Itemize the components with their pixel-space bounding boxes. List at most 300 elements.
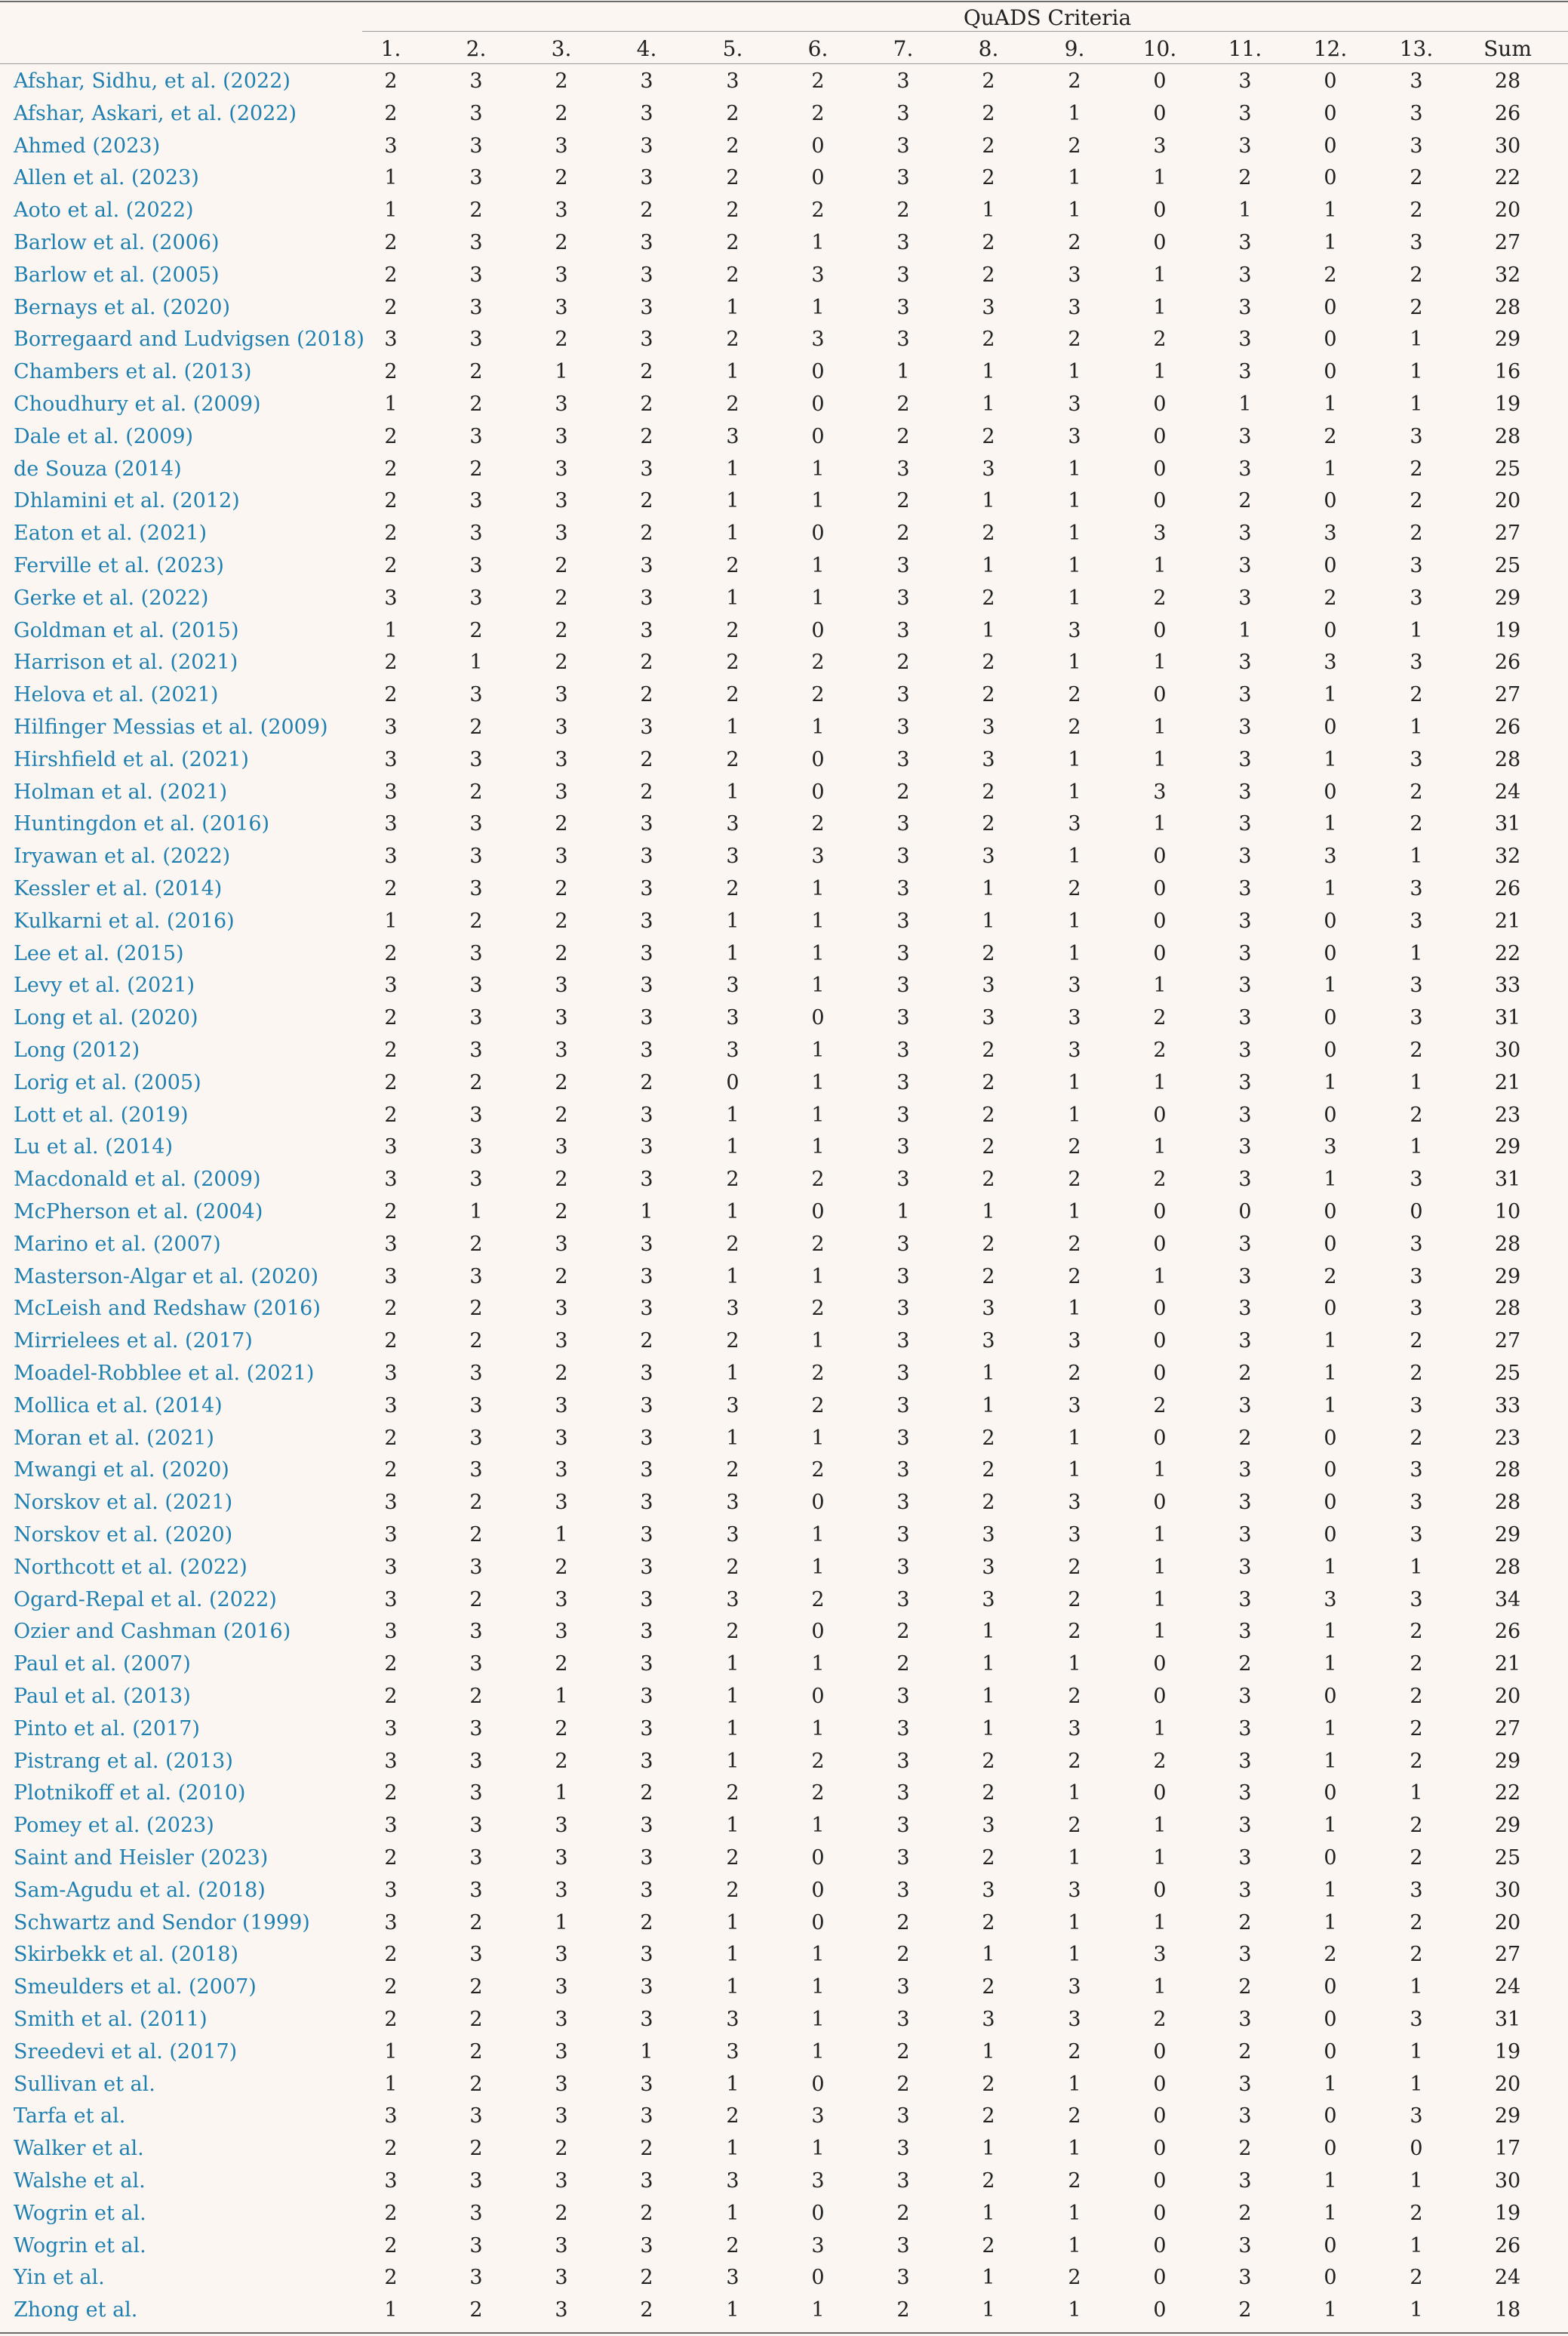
criterion-score-cell: 2 xyxy=(469,199,483,223)
study-link[interactable]: Goldman et al. (2015) xyxy=(14,618,239,642)
criterion-score-cell: 3 xyxy=(1238,1070,1252,1094)
criterion-score-cell: 2 xyxy=(1238,2137,1252,2161)
criterion-score-cell: 1 xyxy=(726,716,739,739)
criterion-score-cell: 3 xyxy=(469,1846,483,1870)
criterion-score-cell: 2 xyxy=(982,1846,995,1870)
study-link[interactable]: Walshe et al. xyxy=(14,2169,146,2193)
criterion-score-cell: 1 xyxy=(811,877,825,900)
study-link[interactable]: Smeulders et al. (2007) xyxy=(14,1975,257,1999)
study-link[interactable]: Lu et al. (2014) xyxy=(14,1135,173,1159)
study-link[interactable]: Afshar, Askari, et al. (2022) xyxy=(14,101,297,125)
study-link[interactable]: Ogard-Repal et al. (2022) xyxy=(14,1587,277,1611)
criterion-score-cell: 2 xyxy=(555,1070,568,1094)
criterion-score-cell: 0 xyxy=(1410,1200,1423,1223)
criterion-score-cell: 3 xyxy=(555,1232,568,1256)
criterion-score-cell: 1 xyxy=(1238,199,1252,223)
criterion-score-cell: 3 xyxy=(1068,618,1081,642)
study-link[interactable]: Sam-Agudu et al. (2018) xyxy=(14,1878,266,1902)
criterion-score-cell: 3 xyxy=(1238,2233,1252,2258)
criterion-score-cell: 2 xyxy=(384,263,398,287)
criterion-score-cell: 1 xyxy=(1068,1846,1081,1870)
criterion-score-cell: 3 xyxy=(896,618,910,642)
criterion-score-cell: 2 xyxy=(1410,1103,1423,1127)
column-header-8: 8. xyxy=(978,36,999,61)
criterion-score-cell: 3 xyxy=(469,2201,483,2225)
criterion-score-cell: 3 xyxy=(1238,360,1252,384)
criterion-score-cell: 3 xyxy=(1068,392,1081,416)
study-link[interactable]: Holman et al. (2021) xyxy=(14,780,228,804)
criterion-score-cell: 3 xyxy=(982,1006,995,1030)
criterion-score-cell: 2 xyxy=(640,489,653,513)
sum-cell: 30 xyxy=(1494,134,1521,158)
criterion-score-cell: 2 xyxy=(1068,69,1081,93)
sum-cell: 29 xyxy=(1494,586,1521,610)
study-link[interactable]: Barlow et al. (2006) xyxy=(14,231,220,254)
sum-cell: 19 xyxy=(1494,618,1521,642)
criterion-score-cell: 3 xyxy=(896,2233,910,2258)
criterion-score-cell: 3 xyxy=(726,1587,739,1611)
criterion-score-cell: 1 xyxy=(384,2298,398,2322)
criterion-score-cell: 1 xyxy=(1324,683,1337,707)
study-link[interactable]: Mollica et al. (2014) xyxy=(14,1393,223,1417)
study-link[interactable]: Moran et al. (2021) xyxy=(14,1426,214,1450)
criterion-score-cell: 1 xyxy=(726,1362,739,1385)
sum-cell: 18 xyxy=(1494,2298,1521,2322)
study-link[interactable]: Levy et al. (2021) xyxy=(14,974,195,998)
criterion-score-cell: 1 xyxy=(1068,2201,1081,2225)
study-link[interactable]: Wogrin et al. xyxy=(14,2233,146,2258)
criterion-score-cell: 0 xyxy=(1324,166,1337,190)
study-link[interactable]: Tarfa et al. xyxy=(14,2104,126,2128)
criterion-score-cell: 0 xyxy=(1153,1329,1167,1353)
criterion-score-cell: 1 xyxy=(1068,199,1081,223)
table-row xyxy=(0,1714,1568,1744)
criterion-score-cell: 3 xyxy=(384,716,398,739)
sum-cell: 27 xyxy=(1494,522,1521,546)
criterion-score-cell: 3 xyxy=(896,1781,910,1805)
criterion-score-cell: 3 xyxy=(1238,877,1252,900)
sum-cell: 33 xyxy=(1494,1393,1521,1417)
criterion-score-cell: 2 xyxy=(1238,1426,1252,1450)
criterion-score-cell: 3 xyxy=(555,1135,568,1159)
study-link[interactable]: Norskov et al. (2021) xyxy=(14,1491,233,1515)
criterion-score-cell: 3 xyxy=(1410,1297,1423,1321)
criterion-score-cell: 3 xyxy=(555,457,568,481)
criterion-score-cell: 0 xyxy=(1153,1685,1167,1708)
study-link[interactable]: Zhong et al. xyxy=(14,2298,138,2322)
study-link[interactable]: Saint and Heisler (2023) xyxy=(14,1846,269,1870)
criterion-score-cell: 2 xyxy=(726,877,739,900)
criterion-score-cell: 1 xyxy=(1410,1135,1423,1159)
study-link[interactable]: Long et al. (2020) xyxy=(14,1006,198,1030)
study-link[interactable]: Huntingdon et al. (2016) xyxy=(14,812,270,836)
criterion-score-cell: 3 xyxy=(1238,134,1252,158)
criterion-score-cell: 3 xyxy=(1410,586,1423,610)
criterion-score-cell: 3 xyxy=(555,683,568,707)
study-link[interactable]: Barlow et al. (2005) xyxy=(14,263,220,287)
criterion-score-cell: 1 xyxy=(1324,1555,1337,1579)
criterion-score-cell: 2 xyxy=(1324,424,1337,448)
criterion-score-cell: 1 xyxy=(1324,877,1337,900)
criterion-score-cell: 1 xyxy=(726,1103,739,1127)
criterion-score-cell: 1 xyxy=(1068,747,1081,771)
criterion-score-cell: 2 xyxy=(726,1878,739,1902)
criterion-score-cell: 2 xyxy=(982,1232,995,1256)
criterion-score-cell: 3 xyxy=(469,2266,483,2290)
sum-cell: 22 xyxy=(1494,166,1521,190)
table-row xyxy=(0,583,1568,614)
criterion-score-cell: 3 xyxy=(1238,1458,1252,1482)
study-link[interactable]: Lorig et al. (2005) xyxy=(14,1070,201,1094)
criterion-score-cell: 3 xyxy=(640,1168,653,1192)
study-link[interactable]: Gerke et al. (2022) xyxy=(14,586,209,610)
criterion-score-cell: 0 xyxy=(1324,716,1337,739)
sum-cell: 24 xyxy=(1494,780,1521,804)
criterion-score-cell: 0 xyxy=(1153,489,1167,513)
criterion-score-cell: 3 xyxy=(555,522,568,546)
criterion-score-cell: 2 xyxy=(811,1458,825,1482)
criterion-score-cell: 2 xyxy=(555,1264,568,1288)
criterion-score-cell: 0 xyxy=(1153,424,1167,448)
criterion-score-cell: 3 xyxy=(640,1878,653,1902)
criterion-score-cell: 2 xyxy=(469,1685,483,1708)
criterion-score-cell: 1 xyxy=(811,1975,825,1999)
criterion-score-cell: 3 xyxy=(555,974,568,998)
criterion-score-cell: 0 xyxy=(1324,2266,1337,2290)
criterion-score-cell: 2 xyxy=(640,1070,653,1094)
criterion-score-cell: 0 xyxy=(1153,2104,1167,2128)
criterion-score-cell: 2 xyxy=(1410,1814,1423,1838)
criterion-score-cell: 2 xyxy=(555,1103,568,1127)
study-link[interactable]: Kessler et al. (2014) xyxy=(14,877,223,900)
criterion-score-cell: 1 xyxy=(469,651,483,675)
criterion-score-cell: 2 xyxy=(1410,199,1423,223)
criterion-score-cell: 1 xyxy=(726,295,739,319)
study-link[interactable]: Ahmed (2023) xyxy=(14,134,161,158)
criterion-score-cell: 3 xyxy=(469,554,483,577)
criterion-score-cell: 2 xyxy=(469,1070,483,1094)
criterion-score-cell: 3 xyxy=(555,1039,568,1062)
criterion-score-cell: 3 xyxy=(555,489,568,513)
criterion-score-cell: 1 xyxy=(811,941,825,965)
criterion-score-cell: 3 xyxy=(1238,1555,1252,1579)
criterion-score-cell: 3 xyxy=(1238,1878,1252,1902)
criterion-score-cell: 3 xyxy=(469,263,483,287)
criterion-score-cell: 2 xyxy=(1410,1910,1423,1934)
criterion-score-cell: 3 xyxy=(640,134,653,158)
criterion-score-cell: 2 xyxy=(726,618,739,642)
criterion-score-cell: 1 xyxy=(1410,2039,1423,2064)
criterion-score-cell: 1 xyxy=(1410,360,1423,384)
criterion-score-cell: 3 xyxy=(469,69,483,93)
sum-cell: 19 xyxy=(1494,2201,1521,2225)
criterion-score-cell: 3 xyxy=(1238,1393,1252,1417)
criterion-score-cell: 3 xyxy=(896,554,910,577)
criterion-score-cell: 1 xyxy=(1324,812,1337,836)
criterion-score-cell: 1 xyxy=(811,974,825,998)
criterion-score-cell: 2 xyxy=(1068,328,1081,352)
study-link[interactable]: Eaton et al. (2021) xyxy=(14,522,207,546)
criterion-score-cell: 2 xyxy=(982,1910,995,1934)
criterion-score-cell: 3 xyxy=(555,1814,568,1838)
criterion-score-cell: 0 xyxy=(1153,1652,1167,1676)
criterion-score-cell: 2 xyxy=(555,166,568,190)
criterion-score-cell: 3 xyxy=(896,845,910,869)
criterion-score-cell: 3 xyxy=(469,1943,483,1967)
criterion-score-cell: 3 xyxy=(640,328,653,352)
study-link[interactable]: Marino et al. (2007) xyxy=(14,1232,221,1256)
study-link[interactable]: Northcott et al. (2022) xyxy=(14,1555,247,1579)
criterion-score-cell: 3 xyxy=(982,845,995,869)
criterion-score-cell: 1 xyxy=(1068,1070,1081,1094)
criterion-score-cell: 3 xyxy=(384,1587,398,1611)
criterion-score-cell: 3 xyxy=(384,1555,398,1579)
criterion-score-cell: 3 xyxy=(640,166,653,190)
study-link[interactable]: Schwartz and Sendor (1999) xyxy=(14,1910,310,1934)
criterion-score-cell: 2 xyxy=(1324,1943,1337,1967)
criterion-score-cell: 3 xyxy=(555,1878,568,1902)
column-header-1: 1. xyxy=(380,36,401,61)
criterion-score-cell: 3 xyxy=(1238,263,1252,287)
criterion-score-cell: 3 xyxy=(640,2169,653,2193)
criterion-score-cell: 1 xyxy=(811,1039,825,1062)
study-link[interactable]: Moadel-Robblee et al. (2021) xyxy=(14,1362,315,1385)
study-link[interactable]: Lee et al. (2015) xyxy=(14,941,184,965)
criterion-score-cell: 0 xyxy=(811,522,825,546)
study-link[interactable]: Mwangi et al. (2020) xyxy=(14,1458,229,1482)
criterion-score-cell: 0 xyxy=(811,1006,825,1030)
study-link[interactable]: de Souza (2014) xyxy=(14,457,182,481)
criterion-score-cell: 2 xyxy=(640,683,653,707)
criterion-score-cell: 1 xyxy=(811,1555,825,1579)
criterion-score-cell: 2 xyxy=(896,2072,910,2096)
study-link[interactable]: Hirshfield et al. (2021) xyxy=(14,747,249,771)
study-link[interactable]: Mirrielees et al. (2017) xyxy=(14,1329,253,1353)
study-link[interactable]: Kulkarni et al. (2016) xyxy=(14,909,235,933)
criterion-score-cell: 2 xyxy=(640,522,653,546)
criterion-score-cell: 3 xyxy=(555,2039,568,2064)
study-link[interactable]: Pinto et al. (2017) xyxy=(14,1716,200,1740)
criterion-score-cell: 3 xyxy=(982,295,995,319)
criterion-score-cell: 2 xyxy=(896,522,910,546)
criterion-score-cell: 3 xyxy=(640,2233,653,2258)
criterion-score-cell: 3 xyxy=(555,1006,568,1030)
table-row xyxy=(0,1100,1568,1131)
criterion-score-cell: 1 xyxy=(726,1652,739,1676)
criterion-score-cell: 3 xyxy=(469,586,483,610)
table-row xyxy=(0,486,1568,516)
criterion-score-cell: 1 xyxy=(1068,101,1081,125)
criterion-score-cell: 1 xyxy=(811,1264,825,1288)
study-link[interactable]: Allen et al. (2023) xyxy=(14,166,199,190)
study-link[interactable]: Helova et al. (2021) xyxy=(14,683,219,707)
criterion-score-cell: 2 xyxy=(726,166,739,190)
criterion-score-cell: 3 xyxy=(1068,295,1081,319)
criterion-score-cell: 0 xyxy=(811,166,825,190)
criterion-score-cell: 3 xyxy=(384,134,398,158)
table-row xyxy=(0,2005,1568,2035)
study-link[interactable]: Wogrin et al. xyxy=(14,2201,146,2225)
criterion-score-cell: 3 xyxy=(555,1297,568,1321)
study-link[interactable]: Aoto et al. (2022) xyxy=(14,199,194,223)
criterion-score-cell: 1 xyxy=(1410,941,1423,965)
study-link[interactable]: Long (2012) xyxy=(14,1039,140,1062)
criterion-score-cell: 0 xyxy=(1324,1297,1337,1321)
criterion-score-cell: 2 xyxy=(469,457,483,481)
study-link[interactable]: Pistrang et al. (2013) xyxy=(14,1749,233,1773)
criterion-score-cell: 3 xyxy=(896,941,910,965)
criterion-score-cell: 1 xyxy=(811,586,825,610)
criterion-score-cell: 3 xyxy=(1238,1491,1252,1515)
study-link[interactable]: Skirbekk et al. (2018) xyxy=(14,1943,239,1967)
study-link[interactable]: Iryawan et al. (2022) xyxy=(14,845,231,869)
criterion-score-cell: 3 xyxy=(1068,1716,1081,1740)
criterion-score-cell: 1 xyxy=(1068,1458,1081,1482)
criterion-score-cell: 3 xyxy=(384,1620,398,1644)
table-row xyxy=(0,260,1568,291)
study-link[interactable]: McPherson et al. (2004) xyxy=(14,1200,263,1223)
criterion-score-cell: 1 xyxy=(1410,1781,1423,1805)
study-link[interactable]: Sreedevi et al. (2017) xyxy=(14,2039,238,2064)
sum-cell: 29 xyxy=(1494,1749,1521,1773)
criterion-score-cell: 3 xyxy=(640,845,653,869)
study-link[interactable]: Masterson-Algar et al. (2020) xyxy=(14,1264,319,1288)
criterion-score-cell: 3 xyxy=(384,1232,398,1256)
criterion-score-cell: 3 xyxy=(1324,845,1337,869)
criterion-score-cell: 3 xyxy=(555,780,568,804)
criterion-score-cell: 1 xyxy=(1324,1362,1337,1385)
study-link[interactable]: Ozier and Cashman (2016) xyxy=(14,1620,291,1644)
study-link[interactable]: Smith et al. (2011) xyxy=(14,2008,208,2031)
criterion-score-cell: 2 xyxy=(982,1264,995,1288)
criterion-score-cell: 2 xyxy=(1410,812,1423,836)
criterion-score-cell: 2 xyxy=(726,1329,739,1353)
criterion-score-cell: 3 xyxy=(469,1103,483,1127)
table-row xyxy=(0,1165,1568,1195)
criterion-score-cell: 1 xyxy=(1324,747,1337,771)
sum-cell: 25 xyxy=(1494,1362,1521,1385)
study-link[interactable]: Choudhury et al. (2009) xyxy=(14,392,261,416)
criterion-score-cell: 2 xyxy=(982,2104,995,2128)
study-link[interactable]: Dhlamini et al. (2012) xyxy=(14,489,240,513)
criterion-score-cell: 2 xyxy=(1153,2008,1167,2031)
table-row xyxy=(0,874,1568,904)
criterion-score-cell: 0 xyxy=(1324,489,1337,513)
criterion-score-cell: 0 xyxy=(726,1070,739,1094)
criterion-score-cell: 1 xyxy=(1068,2233,1081,2258)
study-link[interactable]: Macdonald et al. (2009) xyxy=(14,1168,261,1192)
criterion-score-cell: 1 xyxy=(1068,2072,1081,2096)
study-link[interactable]: Sullivan et al. xyxy=(14,2072,155,2096)
criterion-score-cell: 3 xyxy=(1238,780,1252,804)
criterion-score-cell: 3 xyxy=(896,683,910,707)
criterion-score-cell: 1 xyxy=(1324,2201,1337,2225)
criterion-score-cell: 3 xyxy=(1068,2008,1081,2031)
criterion-score-cell: 2 xyxy=(982,1135,995,1159)
sum-cell: 24 xyxy=(1494,1975,1521,1999)
study-link[interactable]: Hilfinger Messias et al. (2009) xyxy=(14,716,328,739)
study-link[interactable]: Harrison et al. (2021) xyxy=(14,651,238,675)
study-link[interactable]: Lott et al. (2019) xyxy=(14,1103,189,1127)
sum-cell: 32 xyxy=(1494,263,1521,287)
criterion-score-cell: 2 xyxy=(640,1329,653,1353)
criterion-score-cell: 1 xyxy=(726,1685,739,1708)
criterion-score-cell: 3 xyxy=(896,1393,910,1417)
criterion-score-cell: 1 xyxy=(811,1135,825,1159)
criterion-score-cell: 2 xyxy=(384,360,398,384)
criterion-score-cell: 1 xyxy=(1068,457,1081,481)
criterion-score-cell: 1 xyxy=(1153,1458,1167,1482)
study-link[interactable]: Plotnikoff et al. (2010) xyxy=(14,1781,246,1805)
criterion-score-cell: 1 xyxy=(1153,716,1167,739)
criterion-score-cell: 3 xyxy=(811,263,825,287)
criterion-score-cell: 3 xyxy=(555,1458,568,1482)
study-link[interactable]: McLeish and Redshaw (2016) xyxy=(14,1297,321,1321)
table-row xyxy=(0,1423,1568,1454)
criterion-score-cell: 3 xyxy=(896,1426,910,1450)
study-link[interactable]: Paul et al. (2007) xyxy=(14,1652,191,1676)
criterion-score-cell: 3 xyxy=(726,69,739,93)
study-link[interactable]: Walker et al. xyxy=(14,2137,144,2161)
criterion-score-cell: 2 xyxy=(469,716,483,739)
study-link[interactable]: Paul et al. (2013) xyxy=(14,1685,191,1708)
table-row xyxy=(0,1972,1568,2002)
table-row xyxy=(0,939,1568,969)
criterion-score-cell: 2 xyxy=(1068,2169,1081,2193)
study-link[interactable]: Dale et al. (2009) xyxy=(14,424,194,448)
criterion-score-cell: 2 xyxy=(1410,2266,1423,2290)
criterion-score-cell: 3 xyxy=(1068,424,1081,448)
study-link[interactable]: Bernays et al. (2020) xyxy=(14,295,230,319)
study-link[interactable]: Norskov et al. (2020) xyxy=(14,1523,233,1547)
criterion-score-cell: 0 xyxy=(1324,1006,1337,1030)
criterion-score-cell: 2 xyxy=(384,1781,398,1805)
criterion-score-cell: 2 xyxy=(811,1393,825,1417)
criterion-score-cell: 3 xyxy=(469,1781,483,1805)
criterion-score-cell: 2 xyxy=(1410,522,1423,546)
criterion-score-cell: 0 xyxy=(1153,199,1167,223)
study-link[interactable]: Chambers et al. (2013) xyxy=(14,360,252,384)
criterion-score-cell: 1 xyxy=(726,1716,739,1740)
criterion-score-cell: 2 xyxy=(811,651,825,675)
sum-cell: 20 xyxy=(1494,489,1521,513)
criterion-score-cell: 3 xyxy=(896,1814,910,1838)
study-link[interactable]: Ferville et al. (2023) xyxy=(14,554,224,577)
table-row xyxy=(0,1811,1568,1841)
table-row xyxy=(0,357,1568,387)
criterion-score-cell: 3 xyxy=(726,2266,739,2290)
criterion-score-cell: 3 xyxy=(469,1458,483,1482)
criterion-score-cell: 0 xyxy=(811,780,825,804)
study-link[interactable]: Yin et al. xyxy=(14,2266,105,2290)
criterion-score-cell: 1 xyxy=(555,1685,568,1708)
criterion-score-cell: 2 xyxy=(982,522,995,546)
criterion-score-cell: 3 xyxy=(384,1878,398,1902)
criterion-score-cell: 1 xyxy=(1068,1943,1081,1967)
criterion-score-cell: 3 xyxy=(555,1846,568,1870)
criterion-score-cell: 2 xyxy=(982,683,995,707)
study-link[interactable]: Pomey et al. (2023) xyxy=(14,1814,214,1838)
criterion-score-cell: 2 xyxy=(982,166,995,190)
study-link[interactable]: Borregaard and Ludvigsen (2018) xyxy=(14,328,364,352)
criterion-score-cell: 0 xyxy=(811,424,825,448)
criterion-score-cell: 3 xyxy=(1238,1135,1252,1159)
sum-cell: 19 xyxy=(1494,392,1521,416)
study-link[interactable]: Afshar, Sidhu, et al. (2022) xyxy=(14,69,291,93)
table-row xyxy=(0,1230,1568,1260)
table-row xyxy=(0,1132,1568,1162)
criterion-score-cell: 2 xyxy=(384,1458,398,1482)
